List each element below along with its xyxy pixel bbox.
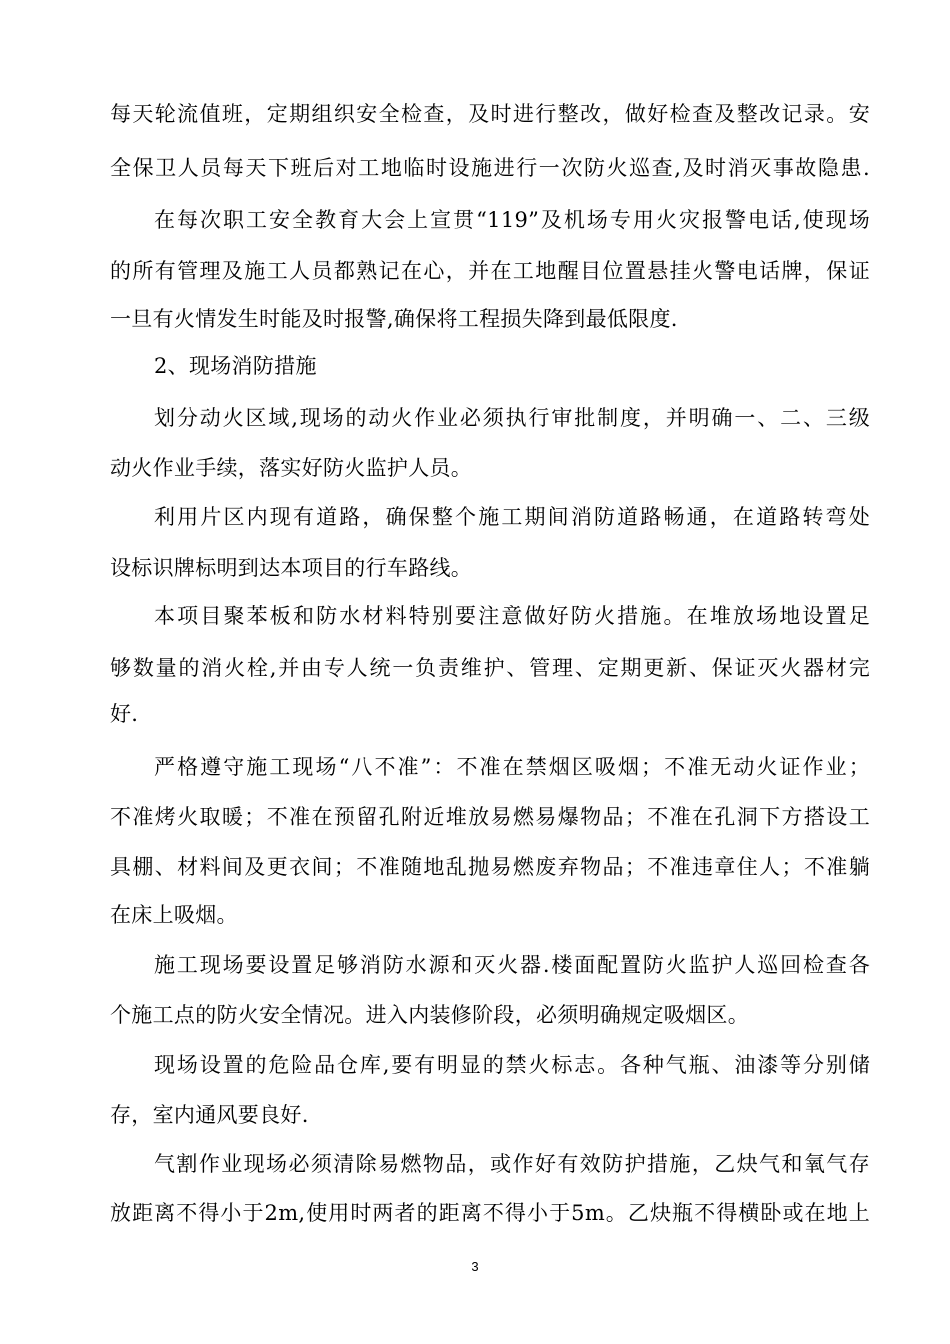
text-line: 放距离不得小于2m,使用时两者的距离不得小于5m。乙炔瓶不得横卧或在地上 [110,1201,870,1225]
text-line: 气割作业现场必须清除易燃物品，或作好有效防护措施，乙炔气和氧气存 [154,1152,870,1176]
text-line: 严格遵守施工现场“八不准”：不准在禁烟区吸烟；不准无动火证作业； [154,755,870,779]
text-line: 好. [110,702,139,726]
text-line: 存，室内通风要良好. [110,1103,309,1127]
page-number: 3 [471,1259,479,1274]
text-line: 划分动火区域,现场的动火作业必须执行审批制度，并明确一、二、三级 [154,406,870,430]
text-line: 的所有管理及施工人员都熟记在心，并在工地醒目位置悬挂火警电话牌，保证 [110,259,870,283]
text-line: 不准烤火取暖；不准在预留孔附近堆放易燃易爆物品；不准在孔洞下方搭设工 [110,805,870,829]
text-line: 每天轮流值班，定期组织安全检查，及时进行整改，做好检查及整改记录。安 [110,102,870,126]
text-line: 利用片区内现有道路，确保整个施工期间消防道路畅通，在道路转弯处 [154,505,870,529]
text-line: 设标识牌标明到达本项目的行车路线。 [110,556,473,580]
text-line: 一旦有火情发生时能及时报警,确保将工程损失降到最低限度. [110,307,678,331]
text-line: 全保卫人员每天下班后对工地临时设施进行一次防火巡查,及时消灭事故隐患. [110,156,870,180]
text-line: 在床上吸烟。 [110,903,238,927]
text-line: 具棚、材料间及更衣间；不准随地乱抛易燃废弃物品；不准违章住人；不准躺 [110,855,870,879]
text-line: 现场设置的危险品仓库,要有明显的禁火标志。各种气瓶、油漆等分别储 [154,1053,870,1077]
text-line: 够数量的消火栓,并由专人统一负责维护、管理、定期更新、保证灭火器材完 [110,656,870,680]
text-line: 个施工点的防火安全情况。进入内装修阶段，必须明确规定吸烟区。 [110,1003,749,1027]
text-line: 在每次职工安全教育大会上宣贯“119”及机场专用火灾报警电话,使现场 [154,208,870,232]
text-line: 本项目聚苯板和防水材料特别要注意做好防火措施。在堆放场地设置足 [154,604,870,628]
text-line: 动火作业手续，落实好防火监护人员。 [110,456,473,480]
section-heading: 2、现场消防措施 [154,354,317,378]
text-line: 施工现场要设置足够消防水源和灭火器.楼面配置防火监护人巡回检查各 [154,953,870,977]
